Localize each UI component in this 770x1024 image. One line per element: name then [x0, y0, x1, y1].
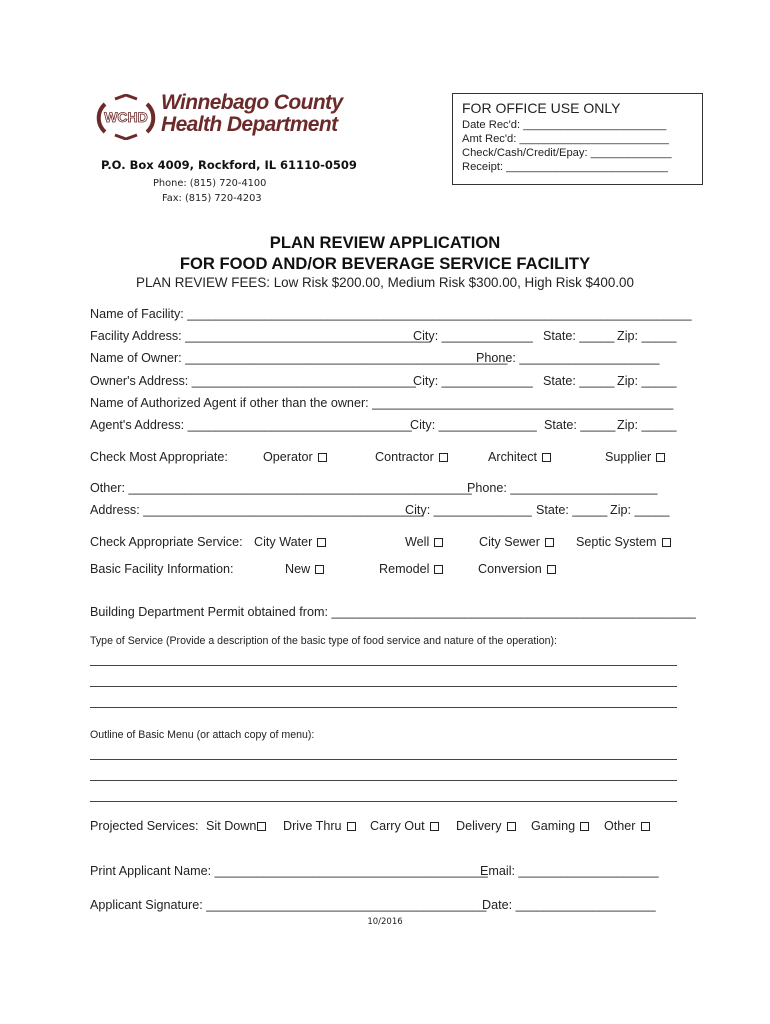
option-carry-out[interactable]: Carry Out [370, 819, 439, 833]
option-city-sewer[interactable]: City Sewer [479, 535, 554, 549]
checkbox[interactable] [434, 538, 443, 547]
option-well[interactable]: Well [405, 535, 443, 549]
option-drive-thru[interactable]: Drive Thru [283, 819, 356, 833]
checkbox[interactable] [257, 822, 266, 831]
owner-address-field[interactable]: Owner's Address: ________________________________ [90, 374, 416, 388]
checkbox[interactable] [507, 822, 516, 831]
option-supplier[interactable]: Supplier [605, 450, 665, 464]
option-new[interactable]: New [285, 562, 324, 576]
option-architect[interactable]: Architect [488, 450, 551, 464]
form-title-line-2: FOR FOOD AND/OR BEVERAGE SERVICE FACILITY [179, 254, 591, 273]
menu-line[interactable] [90, 780, 677, 781]
other-state-field[interactable]: State: _____ [536, 503, 608, 517]
other-address-field[interactable]: Address: ________________________________________ [90, 503, 424, 517]
form-title-line-1: PLAN REVIEW APPLICATION [269, 233, 501, 252]
type-of-service-label: Type of Service (Provide a description of the basic type of food service and nature of the operation): [90, 635, 557, 647]
facility-address-field[interactable]: Facility Address: ___________________________________ [90, 329, 431, 343]
office-use-box [452, 93, 703, 185]
checkbox[interactable] [430, 822, 439, 831]
projected-services-label: Projected Services: [90, 819, 199, 833]
option-other[interactable]: Other [604, 819, 650, 833]
amount-received-field[interactable]: Amt Rec'd: ________________________ [462, 133, 669, 145]
option-sit-down[interactable]: Sit Down [206, 819, 266, 833]
checkbox[interactable] [434, 565, 443, 574]
facility-city-field[interactable]: City: _____________ [413, 329, 533, 343]
option-contractor[interactable]: Contractor [375, 450, 448, 464]
other-field[interactable]: Other: _________________________________________________ [90, 481, 472, 495]
agent-name-field[interactable]: Name of Authorized Agent if other than the owner: ___________________________________________ [90, 396, 674, 410]
agent-state-field[interactable]: State: _____ [544, 418, 616, 432]
po-box-address: P.O. Box 4009, Rockford, IL 61110-0509 [101, 158, 357, 172]
agent-city-field[interactable]: City: ______________ [410, 418, 537, 432]
option-operator[interactable]: Operator [263, 450, 327, 464]
facility-name-field[interactable]: Name of Facility: ________________________________________________________________________ [90, 307, 692, 321]
checkbox[interactable] [580, 822, 589, 831]
agent-zip-field[interactable]: Zip: _____ [617, 418, 677, 432]
menu-label: Outline of Basic Menu (or attach copy of menu): [90, 729, 315, 741]
applicant-signature-field[interactable]: Applicant Signature: ________________________________________ [90, 898, 487, 912]
applicant-name-field[interactable]: Print Applicant Name: _______________________________________ [90, 864, 488, 878]
office-use-heading: FOR OFFICE USE ONLY [462, 100, 621, 116]
checkbox[interactable] [545, 538, 554, 547]
option-remodel[interactable]: Remodel [379, 562, 443, 576]
agent-address-field[interactable]: Agent's Address: ________________________________ [90, 418, 412, 432]
checkbox[interactable] [641, 822, 650, 831]
applicant-email-field[interactable]: Email: ____________________ [480, 864, 659, 878]
option-delivery[interactable]: Delivery [456, 819, 516, 833]
building-permit-field[interactable]: Building Department Permit obtained from: ____________________________________________________ [90, 605, 696, 619]
checkbox[interactable] [547, 565, 556, 574]
basic-info-label: Basic Facility Information: [90, 562, 234, 576]
fax-number: Fax: (815) 720-4203 [162, 193, 262, 204]
check-most-label: Check Most Appropriate: [90, 450, 228, 464]
option-septic-system[interactable]: Septic System [576, 535, 671, 549]
svg-text:WCHD: WCHD [104, 109, 148, 125]
logo-line-2: Health Department [161, 113, 338, 136]
menu-line[interactable] [90, 801, 677, 802]
checkbox[interactable] [315, 565, 324, 574]
type-of-service-line[interactable] [90, 665, 677, 666]
type-of-service-line[interactable] [90, 686, 677, 687]
plan-review-fees: PLAN REVIEW FEES: Low Risk $200.00, Medium Risk $300.00, High Risk $400.00 [136, 275, 634, 290]
menu-line[interactable] [90, 759, 677, 760]
facility-zip-field[interactable]: Zip: _____ [617, 329, 677, 343]
option-city-water[interactable]: City Water [254, 535, 326, 549]
date-received-field[interactable]: Date Rec'd: _______________________ [462, 119, 667, 131]
other-zip-field[interactable]: Zip: _____ [610, 503, 670, 517]
checkbox[interactable] [347, 822, 356, 831]
wchd-emblem-icon [93, 94, 159, 140]
checkbox[interactable] [542, 453, 551, 462]
other-city-field[interactable]: City: ______________ [405, 503, 532, 517]
checkbox[interactable] [318, 453, 327, 462]
option-conversion[interactable]: Conversion [478, 562, 556, 576]
owner-state-field[interactable]: State: _____ [543, 374, 615, 388]
phone-number: Phone: (815) 720-4100 [153, 178, 267, 189]
payment-method-field[interactable]: Check/Cash/Credit/Epay: _____________ [462, 147, 672, 159]
checkbox[interactable] [317, 538, 326, 547]
owner-name-field[interactable]: Name of Owner: ______________________________________________ [90, 351, 508, 365]
other-phone-field[interactable]: Phone: _____________________ [467, 481, 658, 495]
type-of-service-line[interactable] [90, 707, 677, 708]
checkbox[interactable] [662, 538, 671, 547]
receipt-field[interactable]: Receipt: __________________________ [462, 161, 668, 173]
owner-zip-field[interactable]: Zip: _____ [617, 374, 677, 388]
logo-line-1: Winnebago County [161, 91, 343, 114]
checkbox[interactable] [439, 453, 448, 462]
facility-state-field[interactable]: State: _____ [543, 329, 615, 343]
owner-city-field[interactable]: City: _____________ [413, 374, 533, 388]
option-gaming[interactable]: Gaming [531, 819, 589, 833]
owner-phone-field[interactable]: Phone: ____________________ [476, 351, 660, 365]
service-label: Check Appropriate Service: [90, 535, 243, 549]
signature-date-field[interactable]: Date: ____________________ [482, 898, 656, 912]
revision-date: 10/2016 [367, 917, 403, 927]
wchd-logo [93, 91, 343, 140]
checkbox[interactable] [656, 453, 665, 462]
